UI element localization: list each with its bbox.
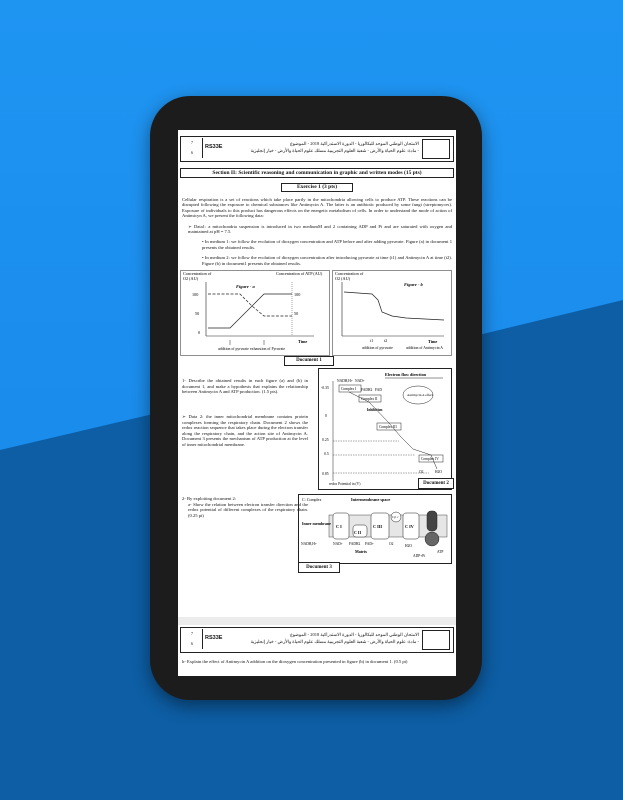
- page-2-candidate-box: [422, 630, 450, 650]
- doc2-complex3-label: Complex III: [379, 425, 397, 430]
- page-2-title-line1: الامتحان الوطني الموحد للبكالوريا - الدورة الاستدراكية 2018 - الموضوع: [290, 632, 419, 637]
- doc3-complex-note: C: Complex: [302, 497, 322, 503]
- doc3-fadh2: FADH2: [349, 542, 361, 547]
- doc3-o2: O2: [389, 542, 394, 547]
- fig-a-ytick-right-100: 100: [294, 292, 301, 298]
- data2-paragraph: ➢ Data 2: the inner mitochondrial membrane contains protein complexes forming the respiratory chain. Document 2 shows the redox reaction sequence that takes place during the electron transfer along the respiratory chain, and the action site of Antimycin A. Document 3 presents the mechanism of ATP production at the level of inner mitochondrial membrane.: [182, 414, 309, 448]
- document1: [180, 270, 454, 362]
- fig-a-ytick-50: 50: [195, 311, 200, 317]
- doc2-nad: NAD+: [355, 379, 365, 384]
- page-separator: [178, 617, 456, 625]
- medium2-text: In medium 2: we follow the evolution of dioxygen concentration after introducing pyruvate at time (t1) and Antimycin A at time (t2). Figure (b) in document1 presents the obtained results.: [202, 255, 452, 266]
- doc3-c1-label: C I: [336, 524, 342, 530]
- exam-title-line1: الامتحان الوطني الموحد للبكالوريا - الدورة الاستدراكية 2018 - الموضوع: [290, 141, 419, 146]
- doc2-ytick-3: 0.25: [322, 438, 329, 443]
- question-2a-text: a- Show the relation between electron transfer direction and the redox potential of different complexes of the respiratory chain. (0.25 pt): [188, 501, 308, 518]
- page-number-bottom: 6: [191, 150, 193, 155]
- doc2-ytick-5: 0.85: [322, 472, 329, 477]
- page-2-header: [180, 627, 454, 653]
- fig-b-title: Figure - b: [404, 282, 423, 288]
- document-page: [180, 136, 454, 608]
- fig-a-o2-curve: [208, 294, 292, 316]
- fig-a-arrow1-label: addition of pyruvate: [218, 347, 249, 352]
- document3-diagram: [298, 494, 452, 564]
- doc3-nad: NAD+: [333, 542, 343, 547]
- lower-section: [180, 368, 454, 608]
- data1-text: Data1: a mitochondria suspension is introduced in two mediumM and 2 containing ADP and Pi and are saturated with oxygen and maintained at pH = 7.5.: [188, 223, 453, 235]
- fig-a-ytick-100: 100: [192, 292, 199, 298]
- doc3-adp: ADP+Pi: [413, 554, 426, 559]
- doc3-intermembrane: Intermembrane space: [351, 497, 391, 503]
- fig-a-ytick-right-50: 50: [294, 311, 299, 317]
- doc2-nadh: NADH,H+: [337, 379, 353, 384]
- exam-title: [209, 140, 419, 154]
- doc2-complex2-label: Complex II: [361, 397, 378, 402]
- doc2-fadh2: FADH2: [361, 388, 373, 393]
- fig-b-arrow2-label: addition of Antimycin A: [406, 346, 444, 351]
- question-2b: b- Explain the effect of Antimycin A addition on the dioxygen concentration presented in figure (b) in document 1. (0.5 pt): [182, 659, 408, 664]
- doc2-ytick-1: -0.35: [321, 386, 329, 391]
- exercise-title: Exercise 1 (3 pts): [281, 183, 353, 192]
- doc2-complex1-label: Complex I: [341, 387, 357, 392]
- doc3-inner-membrane: Inner membrane: [302, 521, 331, 527]
- page-number-top: 7: [191, 140, 193, 145]
- fig-b-t1: t1: [370, 338, 374, 344]
- document2-label: Document 2: [418, 478, 454, 489]
- question-2-text: 2- By exploiting document 2:: [182, 496, 237, 502]
- question-1-text: 1- Describe the obtained results in each figure (a) and (b) in document 1, and make a hypothesis that explains the relationship between Antimycin A and ATP production. (1.5 pts).: [182, 378, 308, 395]
- fig-a-title: Figure - a: [236, 284, 255, 290]
- doc2-inhibition: Inhibition: [367, 408, 383, 413]
- document3-label: Document 3: [298, 562, 340, 573]
- doc3-atp-synthase: [427, 511, 437, 531]
- medium1-text: In medium 1: we follow the evolution of dioxygen concentration and ATP before and after adding pyruvate. Figure (a) in document 1 presents the obtained results.: [202, 239, 452, 250]
- figure-a: [180, 270, 330, 356]
- data1-paragraph: ➢ Data1: a mitochondria suspension is introduced in two mediumM and 2 containing ADP and Pi and are saturated with oxygen and maintained at pH = 7.5.: [188, 223, 453, 235]
- fig-a-ylabel-right: Concentration of ATP (AU): [276, 271, 323, 277]
- page-2-title-line2: - مادة: علوم الحياة والأرض - شعبة العلوم التجريبية مسلك علوم الحياة والأرض - خيار إنجليزية: [250, 639, 419, 644]
- fig-b-ylabel2: O2 (AU): [335, 276, 351, 282]
- page-badge: [182, 138, 203, 158]
- doc3-nadh: NADH,H+: [301, 542, 317, 547]
- document1-label: Document 1: [284, 356, 334, 366]
- doc2-ytick-4: 0.5: [324, 452, 329, 457]
- fig-a-time-label: Time: [298, 339, 308, 345]
- fig-b-arrow1-label: addition of pyruvate: [362, 346, 393, 351]
- medium1-paragraph: • In medium 1: we follow the evolution of dioxygen concentration and ATP before and after adding pyruvate. Figure (a) in document 1 presents the obtained results.: [202, 239, 452, 250]
- document-page-2: [180, 627, 454, 664]
- exam-code: RS33E: [205, 144, 223, 150]
- candidate-box: [422, 139, 450, 159]
- fig-a-ylabel: Concentration of: [183, 271, 212, 277]
- exam-title-line2: - مادة: علوم الحياة والأرض - شعبة العلوم التجريبية مسلك علوم الحياة والأرض - خيار إنجليزية: [250, 148, 419, 153]
- section-title: Section II: Scientific reasoning and communication in graphic and written modes (15 pts): [180, 168, 454, 178]
- doc3-c4-label: C IV: [405, 524, 414, 530]
- intro-paragraph: Cellular respiration is a set of reactions which take place partly in the mitochondria allowing cells to produce ATP. These reactions can be disrupted following the exposure to chemical substances like Antimycin A. The latter is an antibiotic produced by some fungi (streptomyces). Exposure of individuals to this product has dangerous effects on the energetic metabolism of cells. In order to understand the mode of action of Antimicyn A, we present the following data:: [182, 197, 452, 219]
- question-2: [182, 496, 308, 518]
- fig-a-atp-curve: [208, 294, 292, 328]
- doc3-fad: FAD+: [365, 542, 374, 547]
- fig-a-ytick-0: 0: [198, 330, 201, 336]
- doc3-c3-label: C III: [373, 524, 382, 530]
- document2-diagram: [318, 368, 452, 490]
- doc2-fad: FAD: [375, 388, 382, 393]
- fig-b-time-label: Time: [428, 339, 438, 345]
- doc2-antimycin: Antimycin A effect: [407, 393, 433, 398]
- doc3-atp-synthase-head: [425, 532, 439, 546]
- page-header: [180, 136, 454, 162]
- doc2-title: Electron flow direction: [385, 372, 427, 378]
- fig-b-ylabel: Concentration of: [335, 271, 364, 277]
- page-2-exam-code: RS33E: [205, 635, 223, 641]
- doc2-h2o: H2O: [435, 470, 442, 475]
- doc2-y-label: redox Potential in (V): [329, 482, 361, 487]
- page-2-number-bottom: 6: [191, 641, 193, 646]
- medium2-paragraph: • In medium 2: we follow the evolution of dioxygen concentration after introducing pyruvate at time (t1) and Antimycin A at time (t2). Figure (b) in document1 presents the obtained results.: [202, 255, 452, 266]
- page-2-exam-title: [209, 631, 419, 645]
- fig-b-t2: t2: [384, 338, 388, 344]
- doc2-complex4-label: Complex IV: [421, 457, 439, 462]
- fig-a-ylabel2: O2 (AU): [183, 276, 199, 282]
- doc3-cyt-label: Cyt c: [392, 515, 399, 520]
- data2-text: Data 2: the inner mitochondrial membrane contains protein complexes forming the respiratory chain. Document 2 shows the redox reaction sequence that takes place during the electron transfer along the respiratory chain, and the action site of Antimycin A. Document 3 presents the mechanism of ATP production at the level of inner mitochondrial membrane.: [182, 414, 309, 448]
- fig-b-o2-curve: [344, 292, 444, 320]
- page-2-number-top: 7: [191, 631, 193, 636]
- figure-b: [332, 270, 452, 356]
- document-viewer[interactable]: [178, 130, 456, 676]
- page-2-badge: [182, 629, 203, 649]
- doc2-ytick-2: 0: [325, 414, 327, 419]
- doc3-atp: ATP: [437, 550, 444, 555]
- question-1: [182, 378, 308, 395]
- doc3-c2-label: C II: [354, 530, 362, 536]
- doc2-o2: O2: [419, 470, 424, 475]
- fig-a-arrow2-label: exhaustion of Pyruvate: [250, 347, 286, 352]
- doc3-matrix: Matrix: [355, 549, 367, 555]
- doc3-h2o: H2O: [405, 544, 412, 549]
